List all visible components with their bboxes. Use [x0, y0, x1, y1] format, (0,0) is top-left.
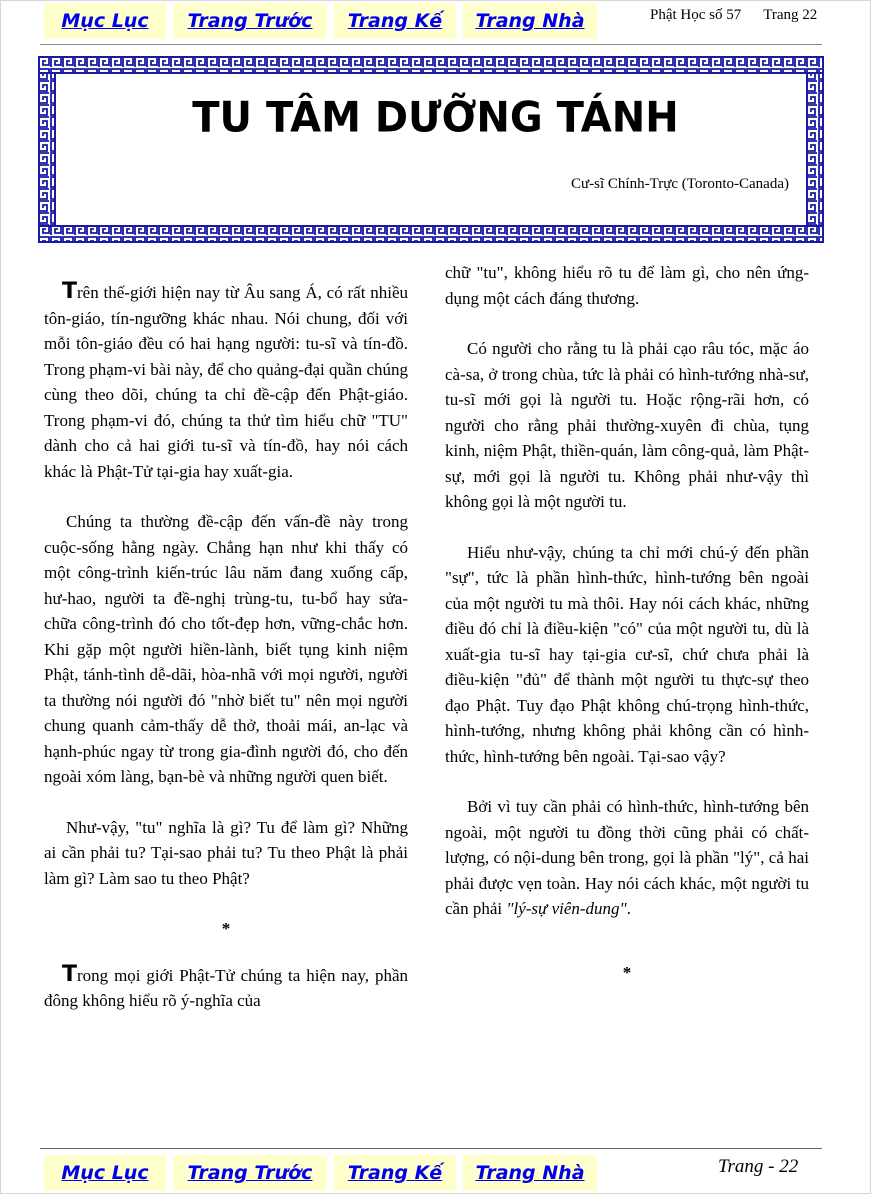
article-column-right [445, 260, 809, 1005]
paragraph: Bởi vì tuy cần phải có hình-thức, hình-tướng bên ngoài, một người tu đồng thời cũng phải có chất-lượng, có nội-dung bên trong, gọi là phần "lý", cả hai phải được vẹn toàn. Hay nói cách khác, một người tu cần phải "lý-sự viên-dung". [445, 797, 809, 918]
issue-label: Phật Học số 57 [650, 7, 742, 23]
article-author: Cư-sĩ Chính-Trực (Toronto-Canada) [571, 176, 789, 192]
nav-prev-page-link[interactable]: Trang Trước [173, 1155, 327, 1191]
article-title: TU TÂM DƯỠNG TÁNH [192, 93, 679, 143]
header-page-number: Trang 22 [763, 7, 818, 23]
footer-page-number: Trang - 22 [718, 1156, 799, 1177]
greek-key-border [38, 56, 824, 243]
nav-next-page-link[interactable]: Trang Kế [334, 3, 456, 39]
paragraph: chữ "tu", không hiểu rõ tu để làm gì, cho nên ứng-dụng một cách đáng thương. [445, 263, 809, 308]
paragraph: Có người cho rằng tu là phải cạo râu tóc, mặc áo cà-sa, ở trong chùa, tức là phải có hình-tướng nhà-sư, tu-sĩ mới gọi là người tu. Hoặc rộng-rãi hơn, có người cho rằng phải thường-xuyên đi chùa, tụng kinh, niệm Phật, thiền-quán, làm công-quả, làm Phật-sự, mới gọi là người tu. Không phải như-vậy thì không gọi là một người tu. [445, 339, 810, 511]
drop-cap: T [62, 961, 78, 987]
footer-divider [40, 1148, 822, 1149]
header-info [650, 7, 817, 24]
nav-prev-page-link[interactable]: Trang Trước [173, 3, 327, 39]
top-nav [44, 3, 604, 39]
bottom-nav [44, 1155, 604, 1191]
nav-contents-link[interactable]: Mục Lục [44, 3, 166, 39]
nav-home-link[interactable]: Trang Nhà [463, 3, 597, 39]
paragraph: Trong mọi giới Phật-Tử chúng ta hiện nay, phần đông không hiểu rõ ý-nghĩa của [44, 961, 408, 1010]
italic-phrase: "lý-sự viên-dung" [506, 899, 627, 918]
article-column-left [44, 279, 408, 1014]
section-separator: * [221, 919, 231, 938]
section-separator: * [622, 962, 632, 982]
paragraph: Trên thế-giới hiện nay từ Âu sang Á, có rất nhiều tôn-giáo, tín-ngưỡng khác nhau. Nói chung, đối với mỗi tôn-giáo đều có hai hạng người: tu-sĩ và tín-đồ. Trong phạm-vi bài này, để cho quảng-đại quần chúng cùng theo dõi, chúng ta chỉ đề-cập đến Phật-giáo. Trong phạm-vi đó, chúng ta thử tìm hiểu chữ "TU" dành cho cả hai giới tu-sĩ và tín-đồ, hay nói cách khác là Phật-Tử tại-gia hay xuất-gia. [44, 279, 408, 481]
paragraph: Như-vậy, "tu" nghĩa là gì? Tu để làm gì? Những ai cần phải tu? Tại-sao phải tu? Tu theo Phật là phải làm gì? Làm sao tu theo Phật? [44, 817, 408, 888]
paragraph: Hiểu như-vậy, chúng ta chỉ mới chú-ý đến phần "sự", tức là phần hình-thức, hình-tướng bên ngoài của một người tu mà thôi. Hay nói cách khác, những điều đó chỉ là điều-kiện "có" của một người tu, dù là xuất-gia tu-sĩ hay tại-gia cư-sĩ, chứ chưa phải là điều-kiện "đủ" để thành một người tu thực-sự theo đạo Phật. Tuy đạo Phật không chú-trọng hình-thức, hình-tướng, nhưng không phải không cần có hình-thức, hình-tướng bên ngoài. Tại-sao vậy? [445, 542, 809, 766]
header-divider [40, 44, 822, 45]
drop-cap: T [62, 279, 78, 304]
nav-home-link[interactable]: Trang Nhà [463, 1155, 597, 1191]
nav-contents-link[interactable]: Mục Lục [44, 1155, 166, 1191]
paragraph: Chúng ta thường đề-cập đến vấn-đề này trong cuộc-sống hằng ngày. Chẳng hạn như khi thấy có một công-trình kiến-trúc lâu năm đang xuống cấp, hư-hao, người ta đề-nghị trùng-tu, tu-bổ hay sửa-chữa công-trình đó cho tốt-đẹp hơn, vững-chắc hơn. Khi gặp một người hiền-lành, biết tụng kinh niệm Phật, tánh-tình dễ-dãi, hòa-nhã với mọi người, người ta thường nói người đó "nhờ biết tu" nên mọi người chung quanh cảm-thấy dễ thở, thoải mái, an-lạc và hạnh-phúc ngay từ trong gia-đình người đó, cho đến ngoài xóm làng, bạn-bè và những người quen biết. [44, 512, 408, 786]
nav-next-page-link[interactable]: Trang Kế [334, 1155, 456, 1191]
